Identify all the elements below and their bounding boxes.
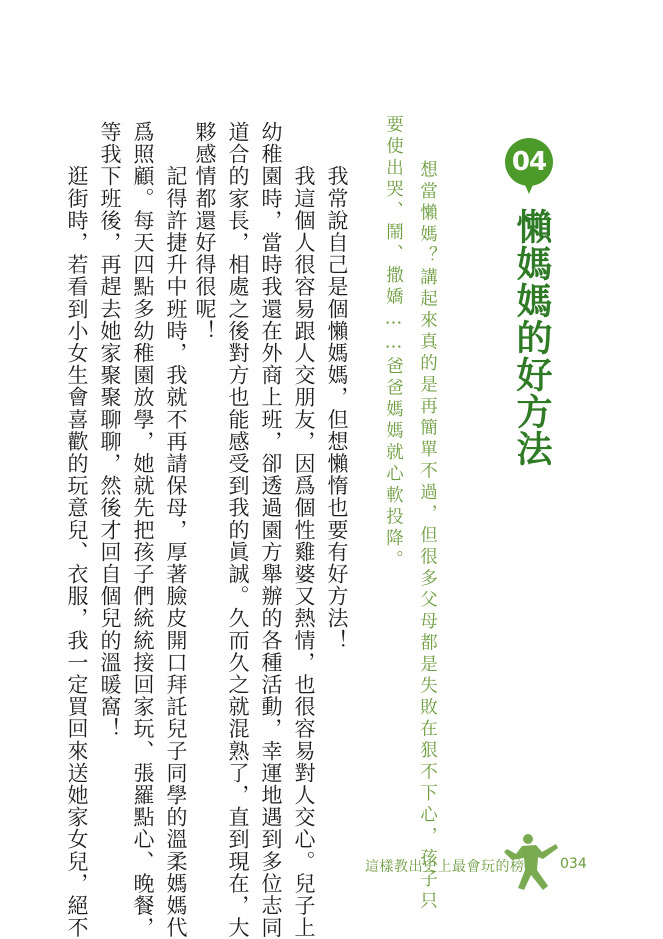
body-line: 記得許捷升中班時，我就不再請保母，厚著臉皮開口拜託兒子同學的溫柔媽媽代	[164, 121, 188, 939]
body-line: 逛街時，若看到小女生會喜歡的玩意兒、衣服，我一定買回來送她家女兒，絕不	[65, 121, 89, 939]
intro-line-1: 想當懶媽？講起來真的是再簡單不過，但很多父母都是失敗在狠不下心，孩子只	[417, 160, 438, 913]
body-line: 道合的家長，相處之後對方也能感受到我的眞誠。久而久之就混熟了，直到現在，大	[226, 121, 250, 939]
footer-book-title: 這樣教出史上最會玩的榜首	[365, 859, 539, 875]
chapter-title: 懶媽媽的好方法	[511, 208, 552, 467]
page-number: 034	[560, 856, 587, 872]
chapter-number: 04	[511, 147, 547, 177]
body-line: 夥感情都還好得很呢！	[193, 121, 217, 342]
kungfu-figure-icon	[498, 830, 562, 894]
body-line: 爲照顧。每天四點多幼稚園放學，她就先把孩子們統統接回家玩、張羅點心、晚餐，	[131, 121, 155, 939]
chapter-badge	[505, 138, 553, 186]
body-line: 我這個人很容易跟人交朋友，因爲個性雞婆又熱情，也很容易對人交心。兒子上	[292, 121, 316, 939]
body-line: 等我下班後，再趕去她家聚聚聊聊，然後才回自個兒的溫暖窩！	[98, 121, 122, 740]
body-line: 我常說自己是個懶媽媽，但想懶惰也要有好方法！	[325, 121, 349, 652]
intro-line-2: 要使出哭、鬧、撒嬌……爸爸媽媽就心軟投降。	[383, 115, 404, 572]
body-line: 幼稚園時，當時我還在外商上班，卻透過園方舉辦的各種活動，幸運地遇到多位志同	[259, 121, 283, 939]
